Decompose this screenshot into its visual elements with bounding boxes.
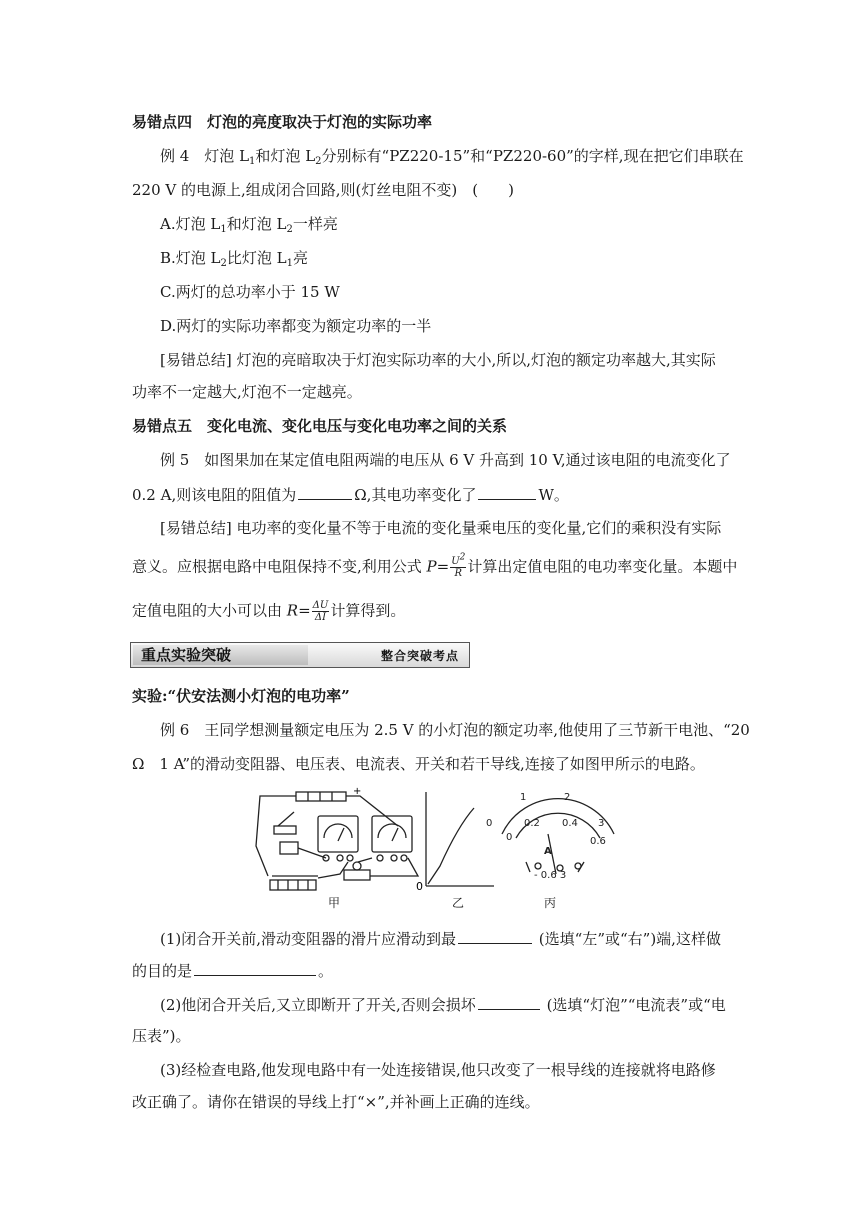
dial-outer-2: 2 [564,792,571,803]
question2-line2: 压表”)。 [132,1027,191,1045]
option-b: B.灯泡 $L_2$比灯泡 $L_1$亮 [160,249,309,269]
option-a: A.灯泡 $L_1$和灯泡 $L_2$一样亮 [160,215,338,235]
dial-outer-0: 0 [486,818,493,829]
formula-u2-over-r: $\frac{U^2}{R}$ [451,552,466,579]
caption-jia: 甲 [328,896,341,910]
banner-subtitle: 整合突破考点 [380,649,459,663]
battery-plus-label: + [353,786,362,797]
dial-unit-label: A [544,846,552,857]
example5-line1: 例 5 如图果加在某定值电阻两端的电压从 6 V 升高到 10 V,通过该电阻的电流变化了 [160,451,731,469]
rheostat [270,880,316,890]
section-banner [130,642,470,668]
dial-inner-3: 0.6 [590,836,606,847]
answer-blank-damaged-part[interactable] [478,994,540,1010]
caption-bing: 丙 [544,896,557,910]
banner-title: 重点实验突破 [133,645,308,665]
section5-heading: 易错点五 变化电流、变化电压与变化电功率之间的关系 [132,417,508,435]
example6-line2: Ω 1 A”的滑动变阻器、电压表、电流表、开关和若干导线,连接了如图甲所示的电路。 [132,755,705,773]
circuit-figure [248,786,628,912]
switch [274,826,296,834]
summary5-line1: [易错总结] 电功率的变化量不等于电流的变化量乘电压的变化量,它们的乘积没有实际 [160,519,722,537]
question2-line1: (2)他闭合开关后,又立即断开了开关,否则会损坏 (选填“灯泡”“电流表”或“电 [160,996,726,1014]
summary5-line3: 定值电阻的大小可以由 R= $\frac{\Delta U}{\Delta I}$ 计算得到。 [132,600,406,623]
experiment-title: 实验:“伏安法测小灯泡的电功率” [132,687,350,705]
summary4-line2: 功率不一定越大,灯泡不一定越亮。 [132,383,362,401]
iv-curve [428,808,474,884]
section4-heading: 易错点四 灯泡的亮度取决于灯泡的实际功率 [132,113,433,131]
question1-line2: 的目的是 。 [132,962,334,980]
question3-line1: (3)经检查电路,他发现电路中有一处连接错误,他只改变了一根导线的连接就将电路修 [160,1061,716,1079]
dial-inner-0: 0 [506,832,513,843]
graph-yi [426,792,494,886]
lamp-base [344,870,370,880]
circuit-jia [256,792,418,890]
answer-blank-purpose[interactable] [194,960,316,976]
lamp-holder [280,842,298,854]
question3-line2: 改正确了。请你在错误的导线上打“×”,并补画上正确的连线。 [132,1093,540,1111]
dial-terminals-label: - 0.6 3 [534,870,567,881]
dial-inner-1: 0.2 [524,818,540,829]
graph-origin-label: 0 [416,880,423,893]
question1-line1: (1)闭合开关前,滑动变阻器的滑片应滑动到最 (选填“左”或“右”)端,这样做 [160,930,721,948]
dial-outer-1: 1 [520,792,527,803]
caption-yi: 乙 [452,896,465,910]
example5-line2: 0.2 A,则该电阻的阻值为 Ω,其电功率变化了 W。 [132,486,569,504]
answer-blank-slider-end[interactable] [458,928,532,944]
example4-line2: 220 V 的电源上,组成闭合回路,则(灯丝电阻不变) ( ) [132,181,514,199]
answer-blank-resistance[interactable] [298,484,352,500]
summary5-line2: 意义。应根据电路中电阻保持不变,利用公式 P= $\frac{U^2}{R}$ 计算出定值电阻的电功率变化量。本题中 [132,552,738,579]
formula-du-over-di: $\frac{\Delta U}{\Delta I}$ [312,600,329,623]
dial-inner-2: 0.4 [562,818,578,829]
answer-blank-power[interactable] [478,484,536,500]
circuit-diagram-svg [248,786,628,912]
example6-line1: 例 6 王同学想测量额定电压为 2.5 V 的小灯泡的额定功率,他使用了三节新干电池、“20 [160,721,750,739]
summary4-line1: [易错总结] 灯泡的亮暗取决于灯泡实际功率的大小,所以,灯泡的额定功率越大,其实际 [160,351,716,369]
option-d: D.两灯的实际功率都变为额定功率的一半 [160,317,432,335]
dial-outer-3: 3 [598,818,605,829]
option-c: C.两灯的总功率小于 15 W [160,283,340,301]
example4-line1: 例 4 灯泡 $L_1$和灯泡 $L_2$分别标有“PZ220-15”和“PZ220-60”的字样,现在把它们串联在 [160,147,744,167]
battery-pack [296,792,346,801]
